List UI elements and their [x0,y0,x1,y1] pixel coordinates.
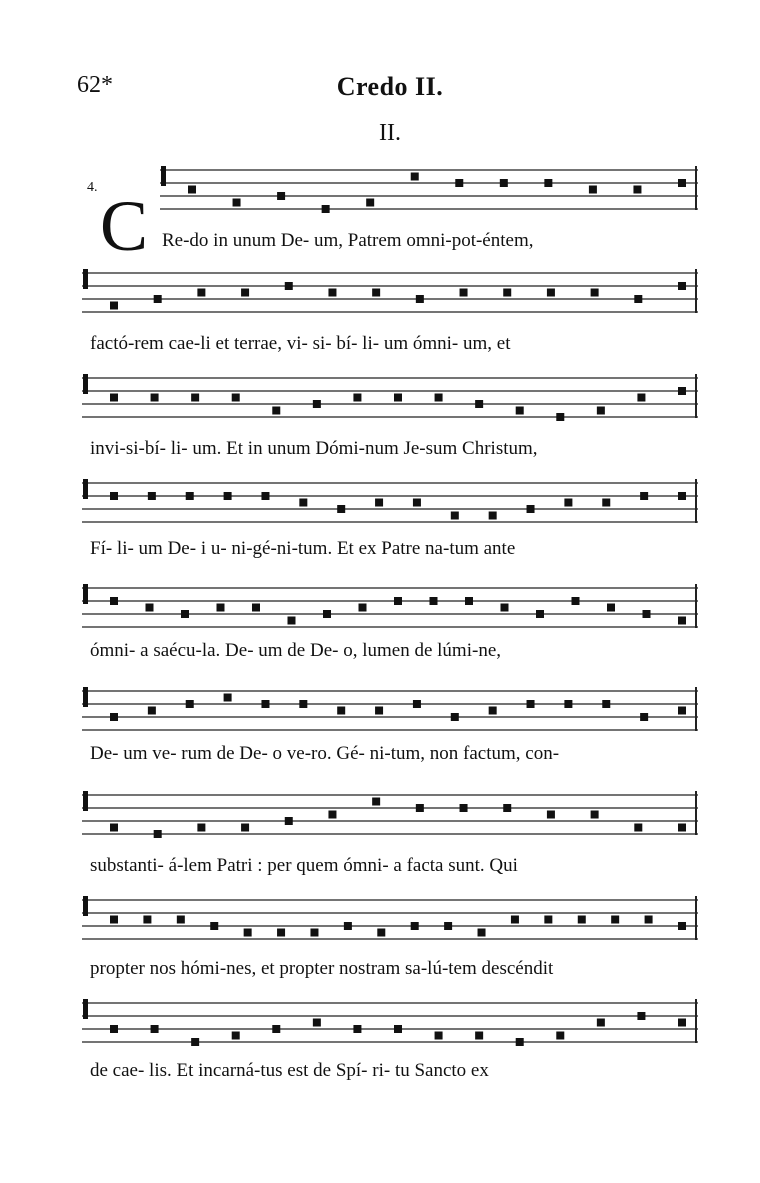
neume-note [634,295,642,303]
neume-note [500,179,508,187]
neume-note [322,205,330,213]
neume-note [564,499,572,507]
neume-note [224,492,232,500]
lyric-line: Fí- li- um De- i u- ni-gé-ni-tum. Et ex Patre na-tum ante [90,538,516,559]
neume-note [272,1025,280,1033]
neume-note [366,199,374,207]
neume-note [678,707,686,715]
neume-note [232,394,240,402]
neume-note [154,295,162,303]
neume-note [110,597,118,605]
neume-note [678,617,686,625]
neume-note [151,394,159,402]
neume-note [564,700,572,708]
neume-note [261,492,269,500]
neume-note [244,929,252,937]
lyric-line: Re-do in unum De- um, Patrem omni-pot-éntem, [162,230,534,251]
neume-note [177,916,185,924]
neume-note [372,798,380,806]
neume-note [501,604,509,612]
neume-note [375,707,383,715]
clef-mark [161,166,166,186]
neume-note [611,916,619,924]
neume-note [110,1025,118,1033]
neume-note [475,400,483,408]
lyric-line: factó-rem cae-li et terrae, vi- si- bí- li- um ómni- um, et [90,333,511,354]
neume-note [394,394,402,402]
neume-note [607,604,615,612]
neume-note [310,929,318,937]
neume-note [186,700,194,708]
neume-note [323,610,331,618]
lyric-line: de cae- lis. Et incarná-tus est de Spí- ri- tu Sancto ex [90,1060,489,1081]
neume-note [516,407,524,415]
neume-note [377,929,385,937]
neume-note [110,824,118,832]
neume-note [640,713,648,721]
neume-note [475,1032,483,1040]
neume-note [597,1019,605,1027]
neume-note [197,824,205,832]
neume-note [678,824,686,832]
neume-note [299,499,307,507]
neume-note [527,700,535,708]
neume-note [602,700,610,708]
neume-note [460,804,468,812]
neume-note [277,929,285,937]
neume-note [224,694,232,702]
neume-note [547,811,555,819]
neume-note [197,289,205,297]
clef-mark [83,584,88,604]
neume-note [547,289,555,297]
neume-note [210,922,218,930]
neume-note [285,817,293,825]
clef-mark [83,374,88,394]
page-number: 62* [77,72,113,98]
neume-note [556,1032,564,1040]
neume-note [435,1032,443,1040]
neume-note [261,700,269,708]
clef-mark [83,479,88,499]
neume-note [186,492,194,500]
neume-note [678,387,686,395]
neume-note [288,617,296,625]
drop-cap: C [100,186,149,266]
neume-note [435,394,443,402]
neume-note [416,295,424,303]
neume-note [633,186,641,194]
lyric-line: ómni- a saécu-la. De- um de De- o, lumen de lúmi-ne, [90,640,501,661]
neume-note [328,289,336,297]
clef-mark [83,687,88,707]
lyric-line: substanti- á-lem Patri : per quem ómni- a facta sunt. Qui [90,855,518,876]
neume-note [640,492,648,500]
neume-note [678,282,686,290]
neume-note [511,916,519,924]
clef-mark [83,896,88,916]
neume-note [241,289,249,297]
neume-note [536,610,544,618]
neume-note [191,394,199,402]
neume-note [252,604,260,612]
neume-note [503,804,511,812]
clef-mark [83,269,88,289]
neume-note [678,1019,686,1027]
neume-note [146,604,154,612]
mode-label: II. [379,120,401,146]
neume-note [151,1025,159,1033]
neume-note [277,192,285,200]
neume-note [353,1025,361,1033]
neume-note [337,707,345,715]
neume-note [544,179,552,187]
neume-note [148,707,156,715]
neume-note [413,700,421,708]
neume-note [634,824,642,832]
neume-note [465,597,473,605]
neume-note [313,1019,321,1027]
neume-note [643,610,651,618]
neume-note [572,597,580,605]
neume-note [578,916,586,924]
neume-note [597,407,605,415]
neume-note [602,499,610,507]
neume-note [299,700,307,708]
neume-note [678,492,686,500]
neume-note [411,173,419,181]
neume-note [678,922,686,930]
lyric-line: De- um ve- rum de De- o ve-ro. Gé- ni-tum, non factum, con- [90,743,560,764]
neume-note [591,289,599,297]
neume-note [645,916,653,924]
intonation-number: 4. [87,180,98,195]
neume-note [232,1032,240,1040]
neume-note [188,186,196,194]
neume-note [591,811,599,819]
neume-note [478,929,486,937]
neume-note [272,407,280,415]
neume-note [233,199,241,207]
neume-note [430,597,438,605]
neume-note [451,713,459,721]
neume-note [328,811,336,819]
neume-note [489,707,497,715]
neume-note [503,289,511,297]
neume-note [416,804,424,812]
neume-note [110,302,118,310]
neume-note [359,604,367,612]
neume-note [285,282,293,290]
lyric-line: invi-si-bí- li- um. Et in unum Dómi-num Je-sum Christum, [90,438,538,459]
clef-mark [83,999,88,1019]
neume-note [110,394,118,402]
lyric-line: propter nos hómi-nes, et propter nostram sa-lú-tem descéndit [90,958,554,979]
neume-note [444,922,452,930]
neume-note [181,610,189,618]
neume-note [143,916,151,924]
neume-note [241,824,249,832]
neume-note [372,289,380,297]
neume-note [337,505,345,513]
neume-note [394,597,402,605]
neume-note [637,1012,645,1020]
neume-note [375,499,383,507]
neume-note [344,922,352,930]
neume-note [556,413,564,421]
neume-note [516,1038,524,1046]
neume-note [191,1038,199,1046]
neume-note [217,604,225,612]
neume-note [353,394,361,402]
neume-note [110,713,118,721]
neume-note [544,916,552,924]
neume-note [413,499,421,507]
neume-note [589,186,597,194]
clef-mark [83,791,88,811]
neume-note [460,289,468,297]
neume-note [394,1025,402,1033]
neume-note [637,394,645,402]
neume-note [110,916,118,924]
neume-note [489,512,497,520]
neume-note [411,922,419,930]
neume-note [678,179,686,187]
page-title: Credo II. [336,72,444,101]
neume-note [527,505,535,513]
neume-note [313,400,321,408]
neume-note [154,830,162,838]
neume-note [455,179,463,187]
neume-note [451,512,459,520]
neume-note [110,492,118,500]
neume-note [148,492,156,500]
